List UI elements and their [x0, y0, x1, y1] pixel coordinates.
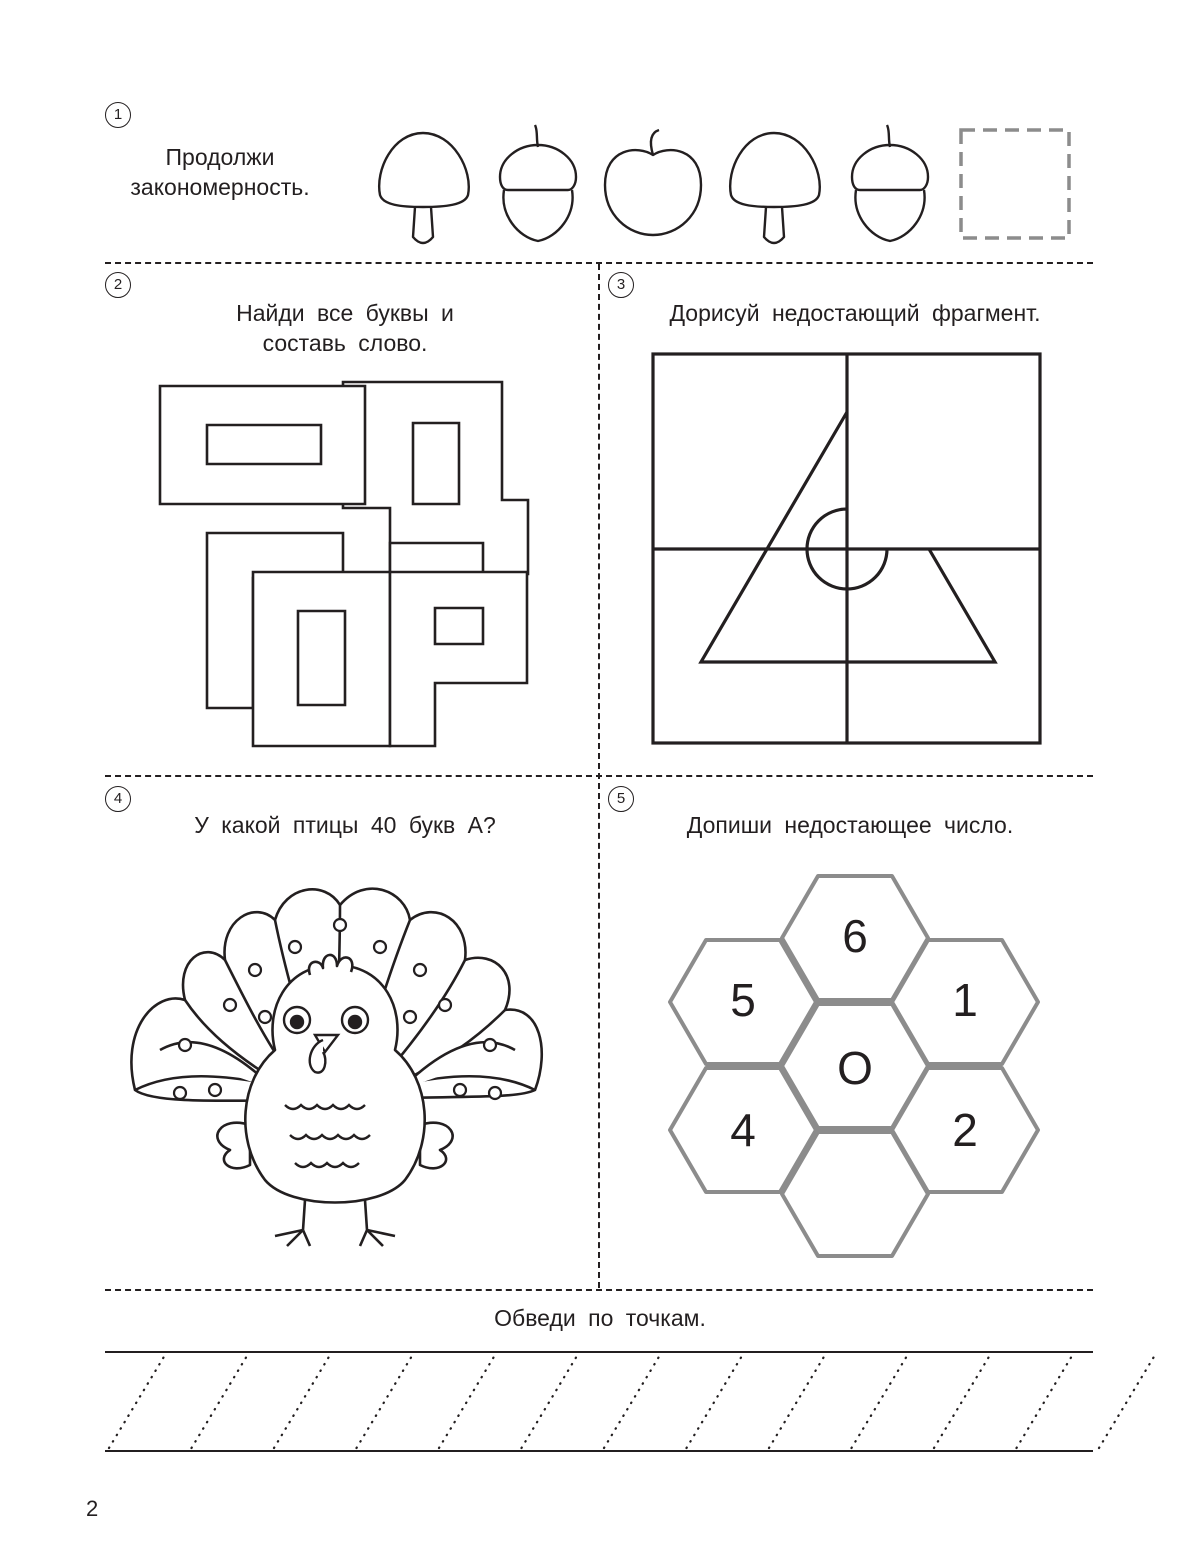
hex-lower-left-number: 4	[730, 1104, 756, 1156]
trace-dotted-line[interactable]	[604, 1355, 660, 1448]
trace-dotted-line[interactable]	[439, 1355, 495, 1448]
separator	[105, 1289, 1093, 1291]
task4-instruction: У какой птицы 40 букв А?	[194, 812, 496, 838]
trace-instruction: Обведи по точкам.	[494, 1305, 706, 1331]
hex-lower-right-number: 2	[952, 1104, 978, 1156]
trace-dotted-line[interactable]	[522, 1355, 578, 1448]
trace-lines[interactable]	[105, 1350, 1095, 1454]
task2-instruction: Найди все буквы и составь слово.	[236, 300, 454, 356]
task3-number: 3	[608, 272, 634, 298]
letter-r-shape	[390, 572, 527, 746]
acorn-icon	[852, 125, 928, 241]
page-number: 2	[86, 1496, 99, 1521]
trace-dotted-line[interactable]	[852, 1355, 908, 1448]
trace-dotted-line[interactable]	[357, 1355, 413, 1448]
trace-dotted-line[interactable]	[274, 1355, 330, 1448]
trace-dotted-line[interactable]	[934, 1355, 990, 1448]
separator	[105, 775, 1093, 777]
hex-upper-left-number: 5	[730, 974, 756, 1026]
trace-dotted-line[interactable]	[1017, 1355, 1073, 1448]
task4-number: 4	[105, 786, 131, 812]
turkey-illustration	[125, 880, 550, 1260]
apple-icon	[605, 130, 701, 235]
acorn-icon	[500, 125, 576, 241]
hex-upper-right-number: 1	[952, 974, 978, 1026]
trace-dotted-line[interactable]	[1099, 1355, 1155, 1448]
task3-instruction: Дорисуй недостающий фрагмент.	[669, 300, 1041, 326]
task5-instruction: Допиши недостающее число.	[686, 812, 1014, 838]
task1-number: 1	[105, 102, 131, 128]
hexagon-puzzle	[666, 874, 1042, 1260]
task1-instruction: Продолжи закономерность.	[130, 144, 310, 200]
hex-top-number: 6	[842, 910, 868, 962]
mushroom-icon	[379, 133, 469, 243]
hex-center-number: О	[837, 1042, 873, 1094]
trace-dotted-line[interactable]	[769, 1355, 825, 1448]
task5-number: 5	[608, 786, 634, 812]
trace-dotted-line[interactable]	[687, 1355, 743, 1448]
pattern-sequence	[360, 115, 1090, 250]
answer-box[interactable]	[961, 130, 1069, 238]
trace-dotted-line[interactable]	[109, 1355, 165, 1448]
task2-number: 2	[105, 272, 131, 298]
trace-dotted-line[interactable]	[192, 1355, 248, 1448]
mushroom-icon	[730, 133, 820, 243]
letters-puzzle	[155, 378, 535, 750]
fragment-puzzle	[652, 352, 1042, 745]
